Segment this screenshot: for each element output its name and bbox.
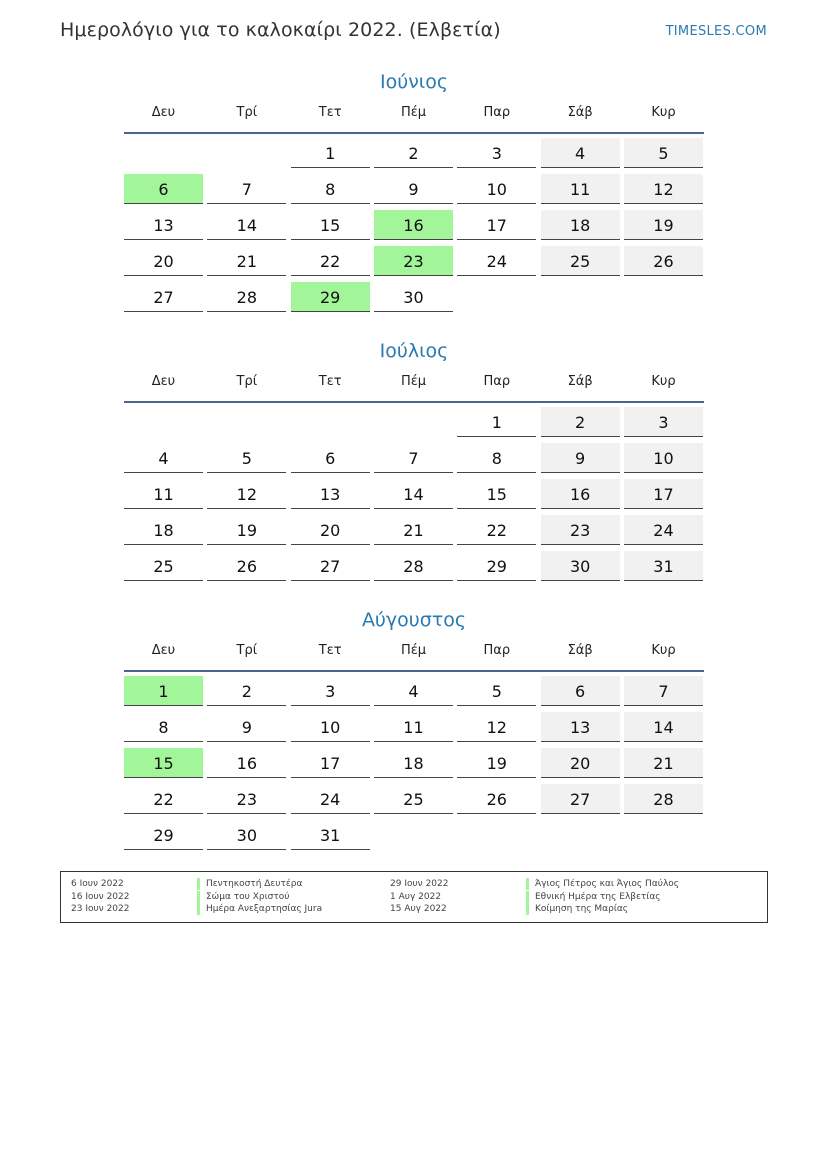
month-title: Αύγουστος: [361, 609, 467, 631]
day-cell: 27: [541, 784, 620, 814]
day-cell: 31: [624, 551, 703, 581]
weekday-label: Τετ: [318, 643, 342, 658]
day-cell: 25: [374, 784, 453, 814]
day-cell: 16: [207, 748, 286, 778]
weekday-divider: [124, 670, 704, 672]
day-cell: 7: [374, 443, 453, 473]
day-cell: 11: [374, 712, 453, 742]
day-cell: 3: [624, 407, 703, 437]
legend-date: 6 Ιουν 2022: [71, 879, 124, 889]
day-cell: 5: [624, 138, 703, 168]
day-cell: 27: [124, 282, 203, 312]
day-cell: 30: [374, 282, 453, 312]
month-block: [124, 606, 704, 845]
day-cell: 23: [541, 515, 620, 545]
day-cell: 9: [541, 443, 620, 473]
legend-date: 16 Ιουν 2022: [71, 891, 130, 902]
weekday-label: Σάβ: [567, 105, 593, 120]
day-cell: 28: [207, 282, 286, 312]
site-link[interactable]: TIMESLES.COM: [665, 24, 767, 39]
day-cell: 8: [124, 712, 203, 742]
day-cell: 20: [291, 515, 370, 545]
day-cell: 26: [457, 784, 536, 814]
day-cell: 12: [207, 479, 286, 509]
legend-date: 23 Ιουν 2022: [71, 904, 130, 914]
legend-date: 29 Ιουν 2022: [390, 879, 449, 889]
day-cell: 20: [541, 748, 620, 778]
weekday-label: Τρί: [236, 105, 258, 120]
day-cell: 6: [541, 676, 620, 706]
day-cell: 20: [124, 246, 203, 276]
day-cell: 31: [291, 820, 370, 850]
legend-date: 1 Αυγ 2022: [390, 891, 442, 902]
weekday-label: Πέμ: [400, 105, 427, 120]
weekday-label: Κυρ: [651, 105, 676, 120]
day-cell: 2: [207, 676, 286, 706]
day-cell: 15: [457, 479, 536, 509]
weekday-header: [124, 102, 704, 138]
day-cell: 12: [624, 174, 703, 204]
holiday-day-cell: 29: [291, 282, 370, 312]
day-cell: 1: [457, 407, 536, 437]
weekday-label: Τετ: [318, 105, 342, 120]
weekday-label: Δευ: [151, 643, 176, 658]
day-cell: 8: [457, 443, 536, 473]
weekday-label: Τρί: [236, 643, 258, 658]
weekday-header: [124, 640, 704, 676]
day-cell: 28: [624, 784, 703, 814]
day-cell: 19: [207, 515, 286, 545]
weekday-label: Πέμ: [400, 643, 427, 658]
weekday-label: Κυρ: [651, 374, 676, 389]
legend-holiday-name: Κοίμηση της Μαρίας: [526, 903, 628, 915]
day-cell: 6: [291, 443, 370, 473]
day-cell: 22: [124, 784, 203, 814]
day-cell: 11: [541, 174, 620, 204]
day-cell: 26: [624, 246, 703, 276]
day-cell: 21: [624, 748, 703, 778]
day-cell: 27: [291, 551, 370, 581]
day-cell: 9: [207, 712, 286, 742]
month-title: Ιούνιος: [379, 71, 449, 93]
weekday-label: Δευ: [151, 105, 176, 120]
day-cell: 10: [624, 443, 703, 473]
day-cell: 3: [291, 676, 370, 706]
day-cell: 21: [374, 515, 453, 545]
day-cell: 21: [207, 246, 286, 276]
weekday-label: Δευ: [151, 374, 176, 389]
day-cell: 10: [457, 174, 536, 204]
day-cell: 2: [374, 138, 453, 168]
day-cell: 29: [124, 820, 203, 850]
day-cell: 24: [457, 246, 536, 276]
weekday-label: Σάβ: [567, 643, 593, 658]
day-cell: 22: [457, 515, 536, 545]
day-cell: 12: [457, 712, 536, 742]
legend-holiday-name: Άγιος Πέτρος και Άγιος Παύλος: [526, 878, 679, 890]
day-cell: 19: [624, 210, 703, 240]
holiday-legend: [60, 871, 768, 923]
holiday-day-cell: 23: [374, 246, 453, 276]
day-cell: 13: [291, 479, 370, 509]
day-cell: 22: [291, 246, 370, 276]
weekday-label: Σάβ: [567, 374, 593, 389]
month-block: [124, 337, 704, 576]
day-cell: 5: [207, 443, 286, 473]
legend-holiday-name: Σώμα του Χριστού: [197, 891, 290, 903]
holiday-day-cell: 1: [124, 676, 203, 706]
day-cell: 7: [624, 676, 703, 706]
day-cell: 14: [624, 712, 703, 742]
day-cell: 4: [374, 676, 453, 706]
day-cell: 26: [207, 551, 286, 581]
day-cell: 30: [207, 820, 286, 850]
weekday-label: Τετ: [318, 374, 342, 389]
holiday-day-cell: 6: [124, 174, 203, 204]
day-cell: 9: [374, 174, 453, 204]
day-cell: 15: [291, 210, 370, 240]
weekday-label: Παρ: [483, 105, 511, 120]
legend-holiday-name: Πεντηκοστή Δευτέρα: [197, 878, 302, 890]
day-cell: 14: [374, 479, 453, 509]
day-cell: 23: [207, 784, 286, 814]
day-cell: 13: [541, 712, 620, 742]
month-title: Ιούλιος: [379, 340, 449, 362]
day-cell: 17: [291, 748, 370, 778]
day-cell: 17: [624, 479, 703, 509]
weekday-divider: [124, 132, 704, 134]
legend-date: 15 Αυγ 2022: [390, 904, 447, 914]
day-cell: 24: [624, 515, 703, 545]
weekday-label: Τρί: [236, 374, 258, 389]
day-cell: 25: [541, 246, 620, 276]
day-cell: 3: [457, 138, 536, 168]
weekday-label: Παρ: [483, 643, 511, 658]
day-cell: 29: [457, 551, 536, 581]
day-cell: 7: [207, 174, 286, 204]
day-cell: 25: [124, 551, 203, 581]
day-cell: 16: [541, 479, 620, 509]
day-cell: 2: [541, 407, 620, 437]
day-cell: 18: [541, 210, 620, 240]
day-cell: 4: [124, 443, 203, 473]
holiday-day-cell: 15: [124, 748, 203, 778]
legend-holiday-name: Ημέρα Ανεξαρτησίας Jura: [197, 903, 322, 915]
weekday-divider: [124, 401, 704, 403]
day-cell: 30: [541, 551, 620, 581]
holiday-day-cell: 16: [374, 210, 453, 240]
day-cell: 18: [124, 515, 203, 545]
weekday-header: [124, 371, 704, 407]
day-cell: 13: [124, 210, 203, 240]
day-cell: 10: [291, 712, 370, 742]
page-title: Ημερολόγιο για το καλοκαίρι 2022. (Ελβετία): [60, 19, 501, 41]
weekday-label: Παρ: [483, 374, 511, 389]
day-cell: 18: [374, 748, 453, 778]
day-cell: 1: [291, 138, 370, 168]
legend-holiday-name: Εθνική Ημέρα της Ελβετίας: [526, 891, 661, 903]
weekday-label: Κυρ: [651, 643, 676, 658]
month-block: [124, 68, 704, 307]
day-cell: 24: [291, 784, 370, 814]
weekday-label: Πέμ: [400, 374, 427, 389]
day-cell: 8: [291, 174, 370, 204]
day-cell: 17: [457, 210, 536, 240]
day-cell: 14: [207, 210, 286, 240]
day-cell: 4: [541, 138, 620, 168]
day-cell: 28: [374, 551, 453, 581]
day-cell: 19: [457, 748, 536, 778]
day-cell: 11: [124, 479, 203, 509]
day-cell: 5: [457, 676, 536, 706]
